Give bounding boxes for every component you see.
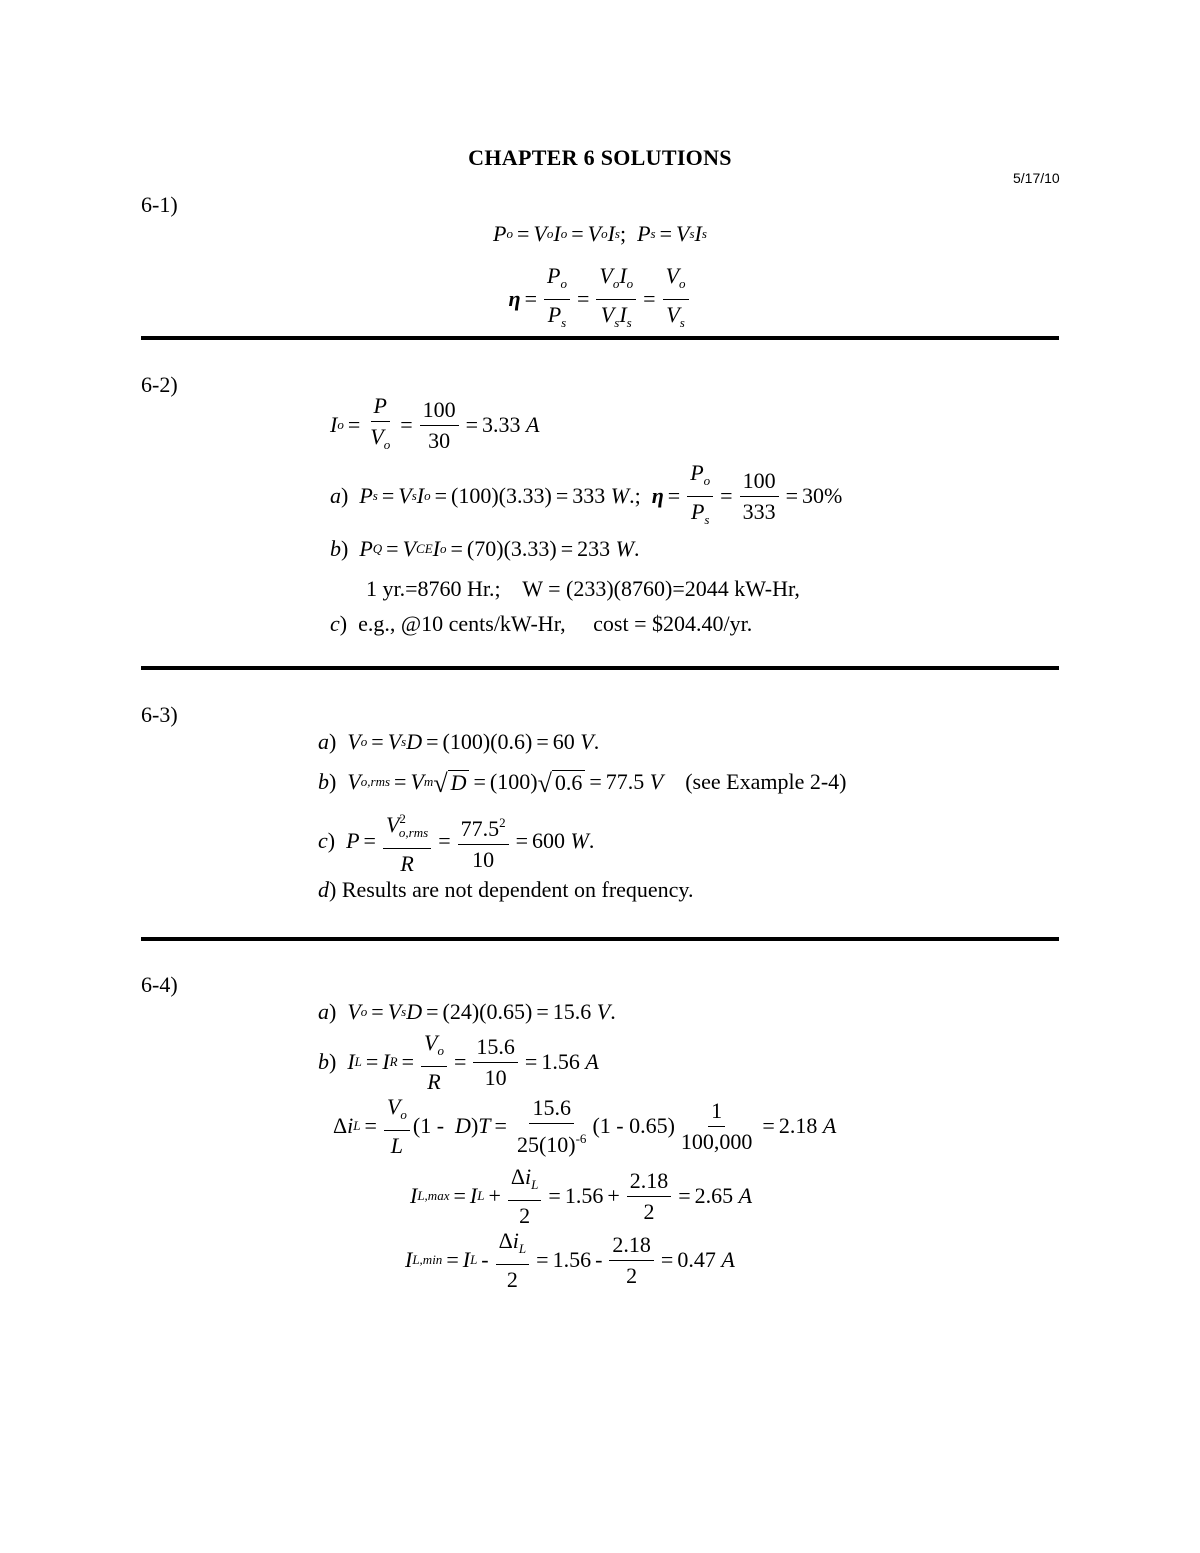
eq-6-3-part-c: c ) P = $\frac{V^2_{o,rms}}{R}$ = $\frac{77.5^2}{10}$ = 600 W . <box>318 809 594 873</box>
section-divider <box>141 336 1059 340</box>
section-divider <box>141 666 1059 670</box>
page-date: 5/17/10 <box>1013 170 1060 186</box>
eq-6-2-energy: 1 yr.=8760 Hr.; W = (233)(8760)=2044 kW-Hr, <box>366 576 800 601</box>
section-divider <box>141 937 1059 941</box>
eq-6-4-part-b: b ) I L = I R = $\frac{V_o}{R}$ = $\frac{15.6}{10}$ = 1.56 A <box>318 1029 599 1094</box>
page-title: CHAPTER 6 SOLUTIONS <box>468 145 732 170</box>
eq-6-2-part-b: b ) P Q = V CE I o = (70)(3.33) = 233 W . <box>330 536 640 561</box>
eq-6-2-part-c: c ) e.g., @10 cents/kW-Hr, cost = $204.40/yr. <box>330 611 753 636</box>
problem-label-6-3: 6-3) <box>141 702 178 727</box>
eq-6-1-power: P o = V o I o = V o I s ; P s = V s I s <box>493 221 707 246</box>
problem-label-6-1: 6-1) <box>141 192 178 217</box>
eq-6-1-efficiency: η = $\frac{P_o}{P_s}$ = $\frac{V_oI_o}{V_sI_s}$ = $\frac{V_o}{V_s}$ <box>0 266 1200 332</box>
eq-6-4-part-a: a ) V o = V s D = (24)(0.65) = 15.6 V . <box>318 999 616 1024</box>
problem-label-6-4: 6-4) <box>141 972 178 997</box>
eq-6-4-imax: I L,max = I L + $\frac{\Delta i_L}{2}$ = 1.56 + $\frac{2.18}{2}$ = 2.65 A <box>410 1163 753 1228</box>
eq-6-4-ripple: Δ i L = $\frac{V_o}{L}$ (1 - D ) T = $\frac{15.6}{25(10)^{-6}}$ (1 - 0.65) $\frac{1}{100,000}$ = 2.18 A <box>333 1093 837 1158</box>
eq-6-2-part-a: a ) P s = V s I o = (100)(3.33) = 333 W .; η = $\frac{P_o}{P_s}$ = $\frac{100}{333}$ = 30% <box>330 459 843 527</box>
eq-6-3-part-b: b ) V o,rms = V m √ D = (100) √ 0.6 = 77.5 V (see Example 2-4) <box>318 768 847 798</box>
eq-6-3-part-d: d ) Results are not dependent on frequency. <box>318 877 694 902</box>
eq-6-2-output-current: I o = $\frac{P}{V_o}$ = $\frac{100}{30}$ = 3.33 A <box>330 392 540 453</box>
problem-label-6-2: 6-2) <box>141 372 178 397</box>
eq-6-4-imin: I L,min = I L - $\frac{\Delta i_L}{2}$ = 1.56 - $\frac{2.18}{2}$ = 0.47 A <box>405 1227 735 1292</box>
eq-6-3-part-a: a ) V o = V s D = (100)(0.6) = 60 V . <box>318 729 600 754</box>
